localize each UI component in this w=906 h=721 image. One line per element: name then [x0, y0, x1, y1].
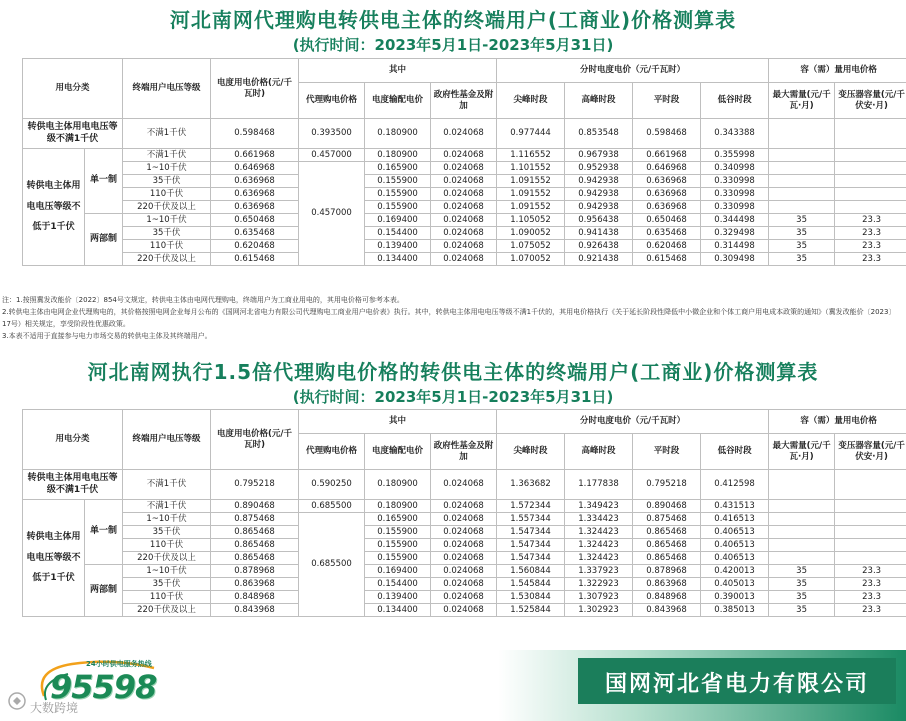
cell-fund: 0.024068: [431, 578, 497, 591]
two-part-system-label: 两部制: [85, 214, 123, 266]
cell-peak-top: 1.545844: [497, 578, 565, 591]
cell-voltage: 110千伏: [123, 188, 211, 201]
cell-flat: 0.890468: [633, 500, 701, 513]
cell-peak-top: 0.977444: [497, 119, 565, 149]
cell-valley: 0.329498: [701, 227, 769, 240]
cell-valley: 0.406513: [701, 552, 769, 565]
cell-peak-top: 1.547344: [497, 552, 565, 565]
notes: [2, 294, 892, 342]
note-2: 2.转供电主体由电网企业代理购电的，其价格按照电网企业每月公布的《国网河北省电力有限公司代理购电工商业用户电价表》执行。其中，转供电主体用电电压等级不满1千伏的，其用电价格执行《关于延长阶段性降低中小微企业和个体工商户用电成本政策的通知》（冀发改能价〔2023〕17号）相关规定，享受阶段性优惠政策。: [2, 308, 892, 328]
table-row: [23, 201, 906, 214]
cell-transformer: 23.3: [835, 591, 906, 604]
cell-price: 0.636968: [211, 201, 299, 214]
cell-flat: 0.661968: [633, 149, 701, 162]
cell-valley: 0.390013: [701, 591, 769, 604]
cell-voltage: 不满1千伏: [123, 470, 211, 500]
cell-fund: 0.024068: [431, 201, 497, 214]
cell-max-demand: 35: [769, 578, 835, 591]
cell-peak-top: 1.101552: [497, 162, 565, 175]
cell-peak-top: 1.363682: [497, 470, 565, 500]
cell-price: 0.661968: [211, 149, 299, 162]
cell-voltage: 110千伏: [123, 591, 211, 604]
cell-price: 0.863968: [211, 578, 299, 591]
cell-transmission: 0.169400: [365, 214, 431, 227]
cell-peak-top: 1.547344: [497, 526, 565, 539]
header-tou: 分时电度电价（元/千瓦时）: [497, 410, 769, 434]
cell-valley: 0.416513: [701, 513, 769, 526]
cell-fund: 0.024068: [431, 526, 497, 539]
cell-transformer: 23.3: [835, 578, 906, 591]
cell-transformer: [835, 201, 906, 214]
cell-voltage: 不满1千伏: [123, 500, 211, 513]
cell-voltage: 1~10千伏: [123, 162, 211, 175]
cell-price: 0.635468: [211, 227, 299, 240]
cell-flat: 0.636968: [633, 175, 701, 188]
cell-price: 0.848968: [211, 591, 299, 604]
cell-peak: 0.942938: [565, 201, 633, 214]
header-price: 电度用电价格(元/千瓦时): [211, 59, 299, 119]
cell-proxy-price: 0.393500: [299, 119, 365, 149]
cell-transmission: 0.134400: [365, 253, 431, 266]
cell-peak-top: 1.557344: [497, 513, 565, 526]
cell-peak: 0.956438: [565, 214, 633, 227]
cell-transformer: [835, 149, 906, 162]
table-row: [23, 526, 906, 539]
cell-fund: 0.024068: [431, 214, 497, 227]
cell-peak: 0.942938: [565, 175, 633, 188]
cell-peak: 1.302923: [565, 604, 633, 617]
header-proxy: 代理购电价格: [299, 83, 365, 119]
cell-voltage: 不满1千伏: [123, 119, 211, 149]
header-transmission: 电度输配电价: [365, 83, 431, 119]
header-peak: 高峰时段: [565, 434, 633, 470]
cell-max-demand: [769, 162, 835, 175]
note-1: 注：1.按照冀发改能价〔2022〕854号文规定，转供电主体由电网代理购电，终端用户为工商业用电的，其用电价格可参考本表。: [2, 296, 404, 304]
hotline-caption: 24小时供电服务热线: [86, 660, 152, 668]
cell-max-demand: 35: [769, 214, 835, 227]
cell-flat: 0.863968: [633, 578, 701, 591]
table-row: [23, 188, 906, 201]
cell-valley: 0.330998: [701, 188, 769, 201]
cell-fund: 0.024068: [431, 119, 497, 149]
cell-fund: 0.024068: [431, 240, 497, 253]
cell-price: 0.598468: [211, 119, 299, 149]
cell-peak: 1.337923: [565, 565, 633, 578]
cell-valley: 0.340998: [701, 162, 769, 175]
cell-flat: 0.865468: [633, 552, 701, 565]
cell-flat: 0.635468: [633, 227, 701, 240]
cell-peak: 1.177838: [565, 470, 633, 500]
cell-fund: 0.024068: [431, 513, 497, 526]
cell-max-demand: 35: [769, 253, 835, 266]
cell-flat: 0.875468: [633, 513, 701, 526]
cell-valley: 0.344498: [701, 214, 769, 227]
cell-peak: 1.349423: [565, 500, 633, 513]
cell-flat: 0.848968: [633, 591, 701, 604]
cell-transmission: 0.139400: [365, 240, 431, 253]
header-fund: 政府性基金及附加: [431, 83, 497, 119]
cell-transmission: 0.180900: [365, 470, 431, 500]
cell-peak: 1.324423: [565, 539, 633, 552]
cell-transformer: [835, 470, 906, 500]
table1-title: 河北南网代理购电转供电主体的终端用户(工商业)价格测算表: [169, 8, 737, 32]
cell-transmission: 0.155900: [365, 201, 431, 214]
cell-fund: 0.024068: [431, 604, 497, 617]
cell-transmission: 0.155900: [365, 175, 431, 188]
header-proxy: 代理购电价格: [299, 434, 365, 470]
cell-transformer: [835, 175, 906, 188]
cell-transmission: 0.169400: [365, 565, 431, 578]
cell-transmission: 0.180900: [365, 119, 431, 149]
cell-flat: 0.865468: [633, 526, 701, 539]
price-table-1: [22, 58, 906, 266]
header-among: 其中: [299, 59, 497, 83]
cell-price: 0.875468: [211, 513, 299, 526]
cell-transmission: 0.154400: [365, 578, 431, 591]
cell-fund: 0.024068: [431, 188, 497, 201]
cell-max-demand: [769, 188, 835, 201]
cell-max-demand: [769, 470, 835, 500]
cell-flat: 0.878968: [633, 565, 701, 578]
table-row: [23, 119, 906, 149]
cell-price: 0.890468: [211, 500, 299, 513]
cell-transformer: [835, 119, 906, 149]
cell-peak-top: 1.105052: [497, 214, 565, 227]
cell-fund: 0.024068: [431, 253, 497, 266]
cell-valley: 0.412598: [701, 470, 769, 500]
cell-proxy-price: 0.457000: [299, 162, 365, 266]
cell-transmission: 0.180900: [365, 500, 431, 513]
cell-flat: 0.795218: [633, 470, 701, 500]
header-transformer: 变压器容量(元/千伏安·月): [835, 83, 906, 119]
cell-transmission: 0.155900: [365, 526, 431, 539]
cell-transmission: 0.154400: [365, 227, 431, 240]
cell-peak-top: 1.070052: [497, 253, 565, 266]
table-row: [23, 578, 906, 591]
cell-price: 0.650468: [211, 214, 299, 227]
cell-valley: 0.406513: [701, 539, 769, 552]
cell-valley: 0.330998: [701, 201, 769, 214]
header-category: 用电分类: [23, 410, 123, 470]
cell-voltage: 110千伏: [123, 539, 211, 552]
header-valley: 低谷时段: [701, 83, 769, 119]
table-row: [23, 214, 906, 227]
row-label-small-user: 转供电主体用电电压等级不满1千伏: [23, 470, 123, 500]
single-system-label: 单一制: [85, 500, 123, 565]
header-category: 用电分类: [23, 59, 123, 119]
cell-transmission: 0.155900: [365, 552, 431, 565]
table-row: [23, 470, 906, 500]
watermark-text: 大数跨境: [30, 701, 79, 715]
cell-peak: 1.307923: [565, 591, 633, 604]
cell-voltage: 220千伏及以上: [123, 604, 211, 617]
table-row: [23, 565, 906, 578]
cell-max-demand: [769, 552, 835, 565]
table-row: [23, 552, 906, 565]
cell-transformer: 23.3: [835, 227, 906, 240]
cell-valley: 0.330998: [701, 175, 769, 188]
cell-peak-top: 1.091552: [497, 188, 565, 201]
header-transformer: 变压器容量(元/千伏安·月): [835, 434, 906, 470]
row-label-small-user: 转供电主体用电电压等级不满1千伏: [23, 119, 123, 149]
cell-price: 0.795218: [211, 470, 299, 500]
table-row: [23, 162, 906, 175]
cell-valley: 0.309498: [701, 253, 769, 266]
cell-peak: 0.941438: [565, 227, 633, 240]
header-flat: 平时段: [633, 83, 701, 119]
cell-max-demand: [769, 119, 835, 149]
cell-valley: 0.405013: [701, 578, 769, 591]
cell-max-demand: 35: [769, 604, 835, 617]
cell-voltage: 35千伏: [123, 175, 211, 188]
cell-transformer: [835, 539, 906, 552]
cell-peak: 0.942938: [565, 188, 633, 201]
hotline-number: 95598: [50, 668, 157, 706]
cell-peak: 0.967938: [565, 149, 633, 162]
header-flat: 平时段: [633, 434, 701, 470]
price-table-2: [22, 409, 906, 617]
cell-voltage: 35千伏: [123, 227, 211, 240]
cell-transformer: [835, 513, 906, 526]
cell-max-demand: [769, 513, 835, 526]
cell-flat: 0.636968: [633, 188, 701, 201]
cell-peak: 1.322923: [565, 578, 633, 591]
cell-peak-top: 1.547344: [497, 539, 565, 552]
cell-price: 0.646968: [211, 162, 299, 175]
cell-voltage: 1~10千伏: [123, 513, 211, 526]
cell-peak-top: 1.091552: [497, 201, 565, 214]
cell-peak-top: 1.075052: [497, 240, 565, 253]
cell-voltage: 110千伏: [123, 240, 211, 253]
table-row: [23, 539, 906, 552]
cell-price: 0.636968: [211, 188, 299, 201]
cell-max-demand: 35: [769, 240, 835, 253]
cell-price: 0.843968: [211, 604, 299, 617]
cell-transformer: 23.3: [835, 604, 906, 617]
cell-price: 0.878968: [211, 565, 299, 578]
header-capacity: 容（需）量用电价格: [769, 410, 906, 434]
cell-flat: 0.598468: [633, 119, 701, 149]
cell-price: 0.865468: [211, 552, 299, 565]
table-row: [23, 227, 906, 240]
header-voltage: 终端用户电压等级: [123, 410, 211, 470]
cell-flat: 0.646968: [633, 162, 701, 175]
table-row: [23, 604, 906, 617]
cell-max-demand: 35: [769, 591, 835, 604]
cell-voltage: 不满1千伏: [123, 149, 211, 162]
cell-transformer: [835, 188, 906, 201]
cell-transformer: [835, 500, 906, 513]
cell-fund: 0.024068: [431, 149, 497, 162]
cell-fund: 0.024068: [431, 539, 497, 552]
table2-subtitle: (执行时间：2023年5月1日-2023年5月31日): [292, 388, 614, 406]
cell-fund: 0.024068: [431, 175, 497, 188]
cell-peak: 0.926438: [565, 240, 633, 253]
cell-peak-top: 1.091552: [497, 175, 565, 188]
cell-valley: 0.431513: [701, 500, 769, 513]
note-3: 3.本表不适用于直接参与电力市场交易的转供电主体及其终端用户。: [2, 332, 212, 340]
cell-price: 0.620468: [211, 240, 299, 253]
cell-peak: 0.853548: [565, 119, 633, 149]
cell-proxy-price: 0.457000: [299, 149, 365, 162]
table-row: [23, 149, 906, 162]
cell-peak: 1.324423: [565, 552, 633, 565]
cell-valley: 0.314498: [701, 240, 769, 253]
cell-transmission: 0.180900: [365, 149, 431, 162]
header-capacity: 容（需）量用电价格: [769, 59, 906, 83]
cell-fund: 0.024068: [431, 591, 497, 604]
table-row: [23, 240, 906, 253]
cell-transmission: 0.155900: [365, 539, 431, 552]
cell-flat: 0.650468: [633, 214, 701, 227]
cell-voltage: 1~10千伏: [123, 214, 211, 227]
single-system-label: 单一制: [85, 149, 123, 214]
header-max-demand: 最大需量(元/千瓦·月): [769, 83, 835, 119]
cell-peak-top: 1.530844: [497, 591, 565, 604]
cell-max-demand: [769, 201, 835, 214]
cell-price: 0.615468: [211, 253, 299, 266]
header-fund: 政府性基金及附加: [431, 434, 497, 470]
cell-peak: 1.334423: [565, 513, 633, 526]
header-max-demand: 最大需量(元/千瓦·月): [769, 434, 835, 470]
table2-title: 河北南网执行1.5倍代理购电价格的转供电主体的终端用户(工商业)价格测算表: [87, 360, 819, 384]
group-label: 转供电主体用电电压等级不低于1千伏: [23, 500, 85, 617]
cell-transformer: 23.3: [835, 253, 906, 266]
table-row: [23, 591, 906, 604]
cell-fund: 0.024068: [431, 565, 497, 578]
cell-proxy-price: 0.685500: [299, 500, 365, 513]
cell-flat: 0.615468: [633, 253, 701, 266]
cell-peak-top: 1.090052: [497, 227, 565, 240]
table-row: [23, 175, 906, 188]
cell-voltage: 35千伏: [123, 526, 211, 539]
cell-peak-top: 1.560844: [497, 565, 565, 578]
header-peak-top: 尖峰时段: [497, 434, 565, 470]
cell-peak-top: 1.525844: [497, 604, 565, 617]
watermark-logo-icon: [6, 690, 28, 712]
cell-max-demand: [769, 539, 835, 552]
cell-fund: 0.024068: [431, 162, 497, 175]
cell-max-demand: 35: [769, 565, 835, 578]
cell-peak: 0.921438: [565, 253, 633, 266]
cell-transformer: 23.3: [835, 214, 906, 227]
cell-valley: 0.420013: [701, 565, 769, 578]
cell-max-demand: [769, 175, 835, 188]
header-tou: 分时电度电价（元/千瓦时）: [497, 59, 769, 83]
cell-voltage: 1~10千伏: [123, 565, 211, 578]
header-peak-top: 尖峰时段: [497, 83, 565, 119]
company-name: 国网河北省电力有限公司: [604, 672, 869, 697]
header-among: 其中: [299, 410, 497, 434]
cell-transmission: 0.155900: [365, 188, 431, 201]
cell-max-demand: 35: [769, 227, 835, 240]
header-valley: 低谷时段: [701, 434, 769, 470]
cell-transformer: [835, 526, 906, 539]
header-peak: 高峰时段: [565, 83, 633, 119]
cell-transformer: [835, 162, 906, 175]
cell-voltage: 35千伏: [123, 578, 211, 591]
cell-price: 0.865468: [211, 539, 299, 552]
header-price: 电度用电价格(元/千瓦时): [211, 410, 299, 470]
cell-voltage: 220千伏及以上: [123, 253, 211, 266]
table-row: [23, 253, 906, 266]
cell-price: 0.636968: [211, 175, 299, 188]
cell-flat: 0.843968: [633, 604, 701, 617]
table-row: [23, 500, 906, 513]
table1-subtitle: (执行时间：2023年5月1日-2023年5月31日): [292, 36, 614, 54]
cell-proxy-price: 0.590250: [299, 470, 365, 500]
cell-peak: 0.952938: [565, 162, 633, 175]
cell-fund: 0.024068: [431, 227, 497, 240]
cell-fund: 0.024068: [431, 470, 497, 500]
cell-transmission: 0.165900: [365, 162, 431, 175]
cell-valley: 0.343388: [701, 119, 769, 149]
cell-transmission: 0.139400: [365, 591, 431, 604]
cell-flat: 0.620468: [633, 240, 701, 253]
cell-voltage: 220千伏及以上: [123, 201, 211, 214]
cell-transmission: 0.134400: [365, 604, 431, 617]
cell-proxy-price: 0.685500: [299, 513, 365, 617]
cell-peak: 1.324423: [565, 526, 633, 539]
cell-max-demand: [769, 149, 835, 162]
cell-transformer: [835, 552, 906, 565]
cell-valley: 0.385013: [701, 604, 769, 617]
cell-fund: 0.024068: [431, 500, 497, 513]
cell-transmission: 0.165900: [365, 513, 431, 526]
cell-fund: 0.024068: [431, 552, 497, 565]
cell-price: 0.865468: [211, 526, 299, 539]
cell-valley: 0.406513: [701, 526, 769, 539]
group-label: 转供电主体用电电压等级不低于1千伏: [23, 149, 85, 266]
two-part-system-label: 两部制: [85, 565, 123, 617]
cell-transformer: 23.3: [835, 565, 906, 578]
header-transmission: 电度输配电价: [365, 434, 431, 470]
cell-voltage: 220千伏及以上: [123, 552, 211, 565]
table-row: [23, 513, 906, 526]
cell-max-demand: [769, 500, 835, 513]
cell-flat: 0.865468: [633, 539, 701, 552]
cell-transformer: 23.3: [835, 240, 906, 253]
cell-peak-top: 1.572344: [497, 500, 565, 513]
header-voltage: 终端用户电压等级: [123, 59, 211, 119]
cell-max-demand: [769, 526, 835, 539]
cell-peak-top: 1.116552: [497, 149, 565, 162]
cell-flat: 0.636968: [633, 201, 701, 214]
cell-valley: 0.355998: [701, 149, 769, 162]
